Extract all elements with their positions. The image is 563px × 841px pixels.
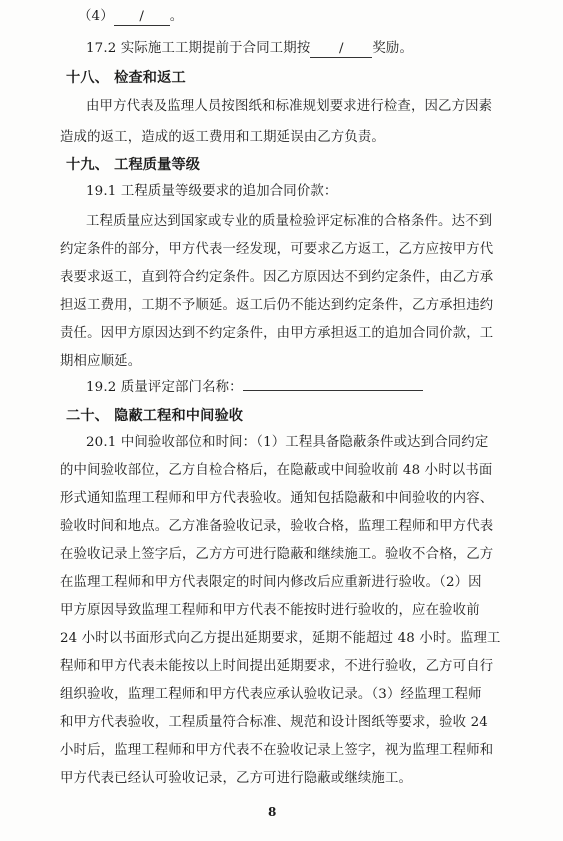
paragraph-line: 程师和甲方代表未能按以上时间提出延期要求，不进行验收，乙方可自行 xyxy=(60,659,494,674)
clause-text: 17.2 实际施工工期提前于合同工期按 xyxy=(86,41,311,56)
paragraph-line: 甲方代表已经认可验收记录，乙方可进行隐蔽或继续施工。 xyxy=(60,771,413,786)
clause-text-end: 奖励。 xyxy=(372,41,414,56)
fill-blank: / xyxy=(114,9,170,26)
department-name-blank xyxy=(243,390,423,391)
paragraph-line: 在监理工程师和甲方代表限定的时间内修改后应重新进行验收。（2）因 xyxy=(60,575,482,590)
page-number: 8 xyxy=(268,805,277,819)
paragraph-line: 和甲方代表验收，工程质量符合标准、规范和设计图纸等要求，验收 24 xyxy=(60,715,488,730)
paragraph-line: 在验收记录上签字后，乙方方可进行隐蔽和继续施工。验收不合格，乙方 xyxy=(60,547,494,562)
paragraph-line: 验收时间和地点。乙方准备验收记录，验收合格，监理工程师和甲方代表 xyxy=(60,519,494,534)
clause-17-item-4 xyxy=(78,7,183,26)
item-number: （4） xyxy=(78,9,114,24)
paragraph-line: 工程质量应达到国家或专业的质量检验评定标准的合格条件。达不到 xyxy=(86,214,493,229)
paragraph-line: 造成的返工，造成的返工费用和工期延误由乙方负责。 xyxy=(60,130,385,145)
paragraph-line: 小时后，监理工程师和甲方代表不在验收记录上签字，视为监理工程师和 xyxy=(60,743,494,758)
clause-19-2 xyxy=(86,378,423,397)
section-heading-18: 十八、 检查和返工 xyxy=(66,70,186,86)
paragraph-line: 形式通知监理工程师和甲方代表验收。通知包括隐蔽和中间验收的内容、 xyxy=(60,491,494,506)
paragraph-line: 担返工费用，工期不予顺延。返工后仍不能达到约定条件，乙方承担违约 xyxy=(60,298,494,313)
item-end: 。 xyxy=(169,9,184,24)
paragraph-line: 甲方原因导致监理工程师和甲方代表不能按时进行验收的，应在验收前 xyxy=(60,603,480,618)
clause-20-1: 20.1 中间验收部位和时间：（1）工程具备隐蔽条件或达到合同约定 xyxy=(86,435,489,450)
section-heading-20: 二十、 隐蔽工程和中间验收 xyxy=(66,408,244,424)
paragraph-line: 期相应顺延。 xyxy=(60,354,142,369)
fill-blank: / xyxy=(310,41,372,58)
paragraph-line: 的中间验收部位，乙方自检合格后，在隐蔽或中间验收前 48 小时以书面 xyxy=(60,463,493,478)
clause-19-1: 19.1 工程质量等级要求的追加合同价款： xyxy=(86,184,338,199)
paragraph-line: 24 小时以书面形式向乙方提出延期要求，延期不能超过 48 小时。监理工 xyxy=(60,631,501,646)
section-heading-19: 十九、 工程质量等级 xyxy=(66,157,201,173)
clause-17-2 xyxy=(86,39,413,58)
paragraph-line: 约定条件的部分，甲方代表一经发现，可要求乙方返工，乙方应按甲方代 xyxy=(60,242,494,257)
clause-text: 19.2 质量评定部门名称： xyxy=(86,380,243,395)
paragraph-line: 组织验收，监理工程师和甲方代表应承认验收记录。（3）经监理工程师 xyxy=(60,687,482,702)
paragraph-line: 表要求返工，直到符合约定条件。因乙方原因达不到约定条件，由乙方承 xyxy=(60,270,494,285)
paragraph-line: 由甲方代表及监理人员按图纸和标准规划要求进行检查，因乙方因素 xyxy=(86,99,493,114)
paragraph-line: 责任。因甲方原因达到不约定条件，由甲方承担返工的追加合同价款，工 xyxy=(60,326,494,341)
